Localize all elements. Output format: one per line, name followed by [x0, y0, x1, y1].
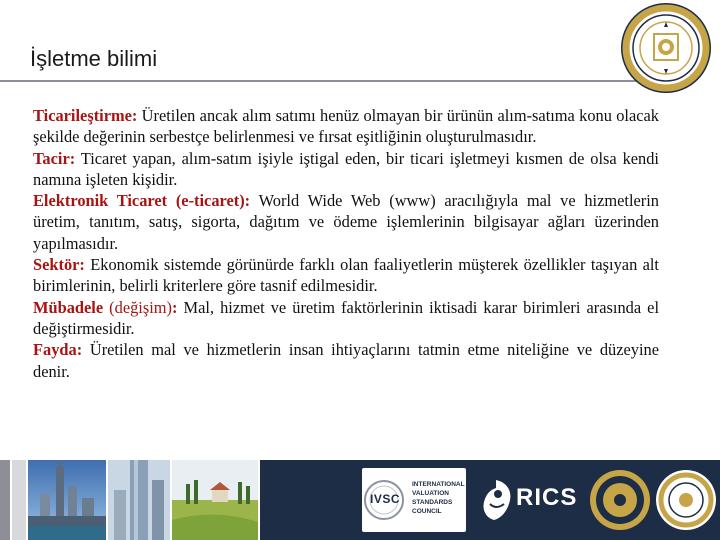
definitions-body	[33, 105, 659, 382]
definition-text: Üretilen mal ve hizmetlerin insan ihtiyaçlarını tatmin etme niteliğine ve düzeyine denir.	[33, 340, 659, 381]
university-seal-white-logo	[654, 464, 718, 536]
title-divider	[0, 80, 650, 82]
ivsc-line-3: STANDARDS	[412, 499, 453, 506]
city-skyline-image	[28, 460, 106, 540]
ivsc-line-1: INTERNATIONAL	[412, 481, 465, 488]
definition-text: Üretilen ancak alım satımı henüz olmayan bir ürünün alım-satıma konu olacak şekilde değerinin serbestçe belirlenmesi ve fırsat eşitliğinin oluşturulmasıdır.	[33, 106, 659, 147]
definition-text: Mal, hizmet ve üretim faktörlerinin iktisadi karar birimleri arasında el değiştirmesidir.	[33, 297, 659, 338]
footer-light-bar	[12, 460, 26, 540]
definition-eticaret	[33, 190, 659, 254]
term-label: Tacir:	[33, 148, 76, 168]
ivsc-logo	[362, 468, 466, 532]
definition-ticarilestirme	[33, 105, 659, 148]
ivsc-line-2: VALUATION	[412, 490, 449, 497]
definition-fayda	[33, 339, 659, 382]
term-label: Sektör:	[33, 255, 85, 275]
definition-text: World Wide Web (www) aracılığıyla mal ve hizmetlerin üretim, tanıtım, satış, sigorta, dağıtım ve ödeme işlemlerinin bilgisayar ağları üzerinden yapılmasıdır.	[33, 191, 660, 253]
term-label: Mübadele	[33, 297, 104, 317]
rics-logo	[470, 468, 580, 532]
footer-gray-bar	[0, 460, 10, 540]
definition-text: Ekonomik sistemde görünürde farklı olan faaliyetlerin müşterek özellikler taşıyan alt birimlerinin, belirli kriterlere göre tasnif edilmesidir.	[33, 255, 659, 296]
university-seal-gold-logo	[588, 464, 652, 536]
term-label: Fayda:	[33, 340, 83, 360]
ivsc-abbr: IVSC	[370, 492, 401, 506]
page-title: İşletme bilimi	[30, 46, 158, 71]
term-label: Elektronik Ticaret (e-ticaret):	[33, 191, 251, 211]
ivsc-line-4: COUNCIL	[412, 508, 442, 515]
lion-emblem-icon	[476, 478, 516, 522]
term-paren: (değişim)	[103, 297, 172, 317]
university-seal-logo	[620, 2, 712, 94]
rics-wordmark: RICS	[516, 484, 578, 511]
term-label: Ticarileştirme:	[33, 106, 138, 125]
definition-mubadele	[33, 297, 659, 340]
definition-sektor	[33, 254, 659, 297]
term-colon: :	[172, 297, 178, 317]
definition-text: Ticaret yapan, alım-satım işiyle iştigal eden, bir ticari işletmeyi kısmen de olsa kendi namına işleten kişidir.	[33, 148, 659, 189]
countryside-landscape-image	[172, 460, 258, 540]
definition-tacir	[33, 148, 659, 191]
tower-building-image	[108, 460, 170, 540]
